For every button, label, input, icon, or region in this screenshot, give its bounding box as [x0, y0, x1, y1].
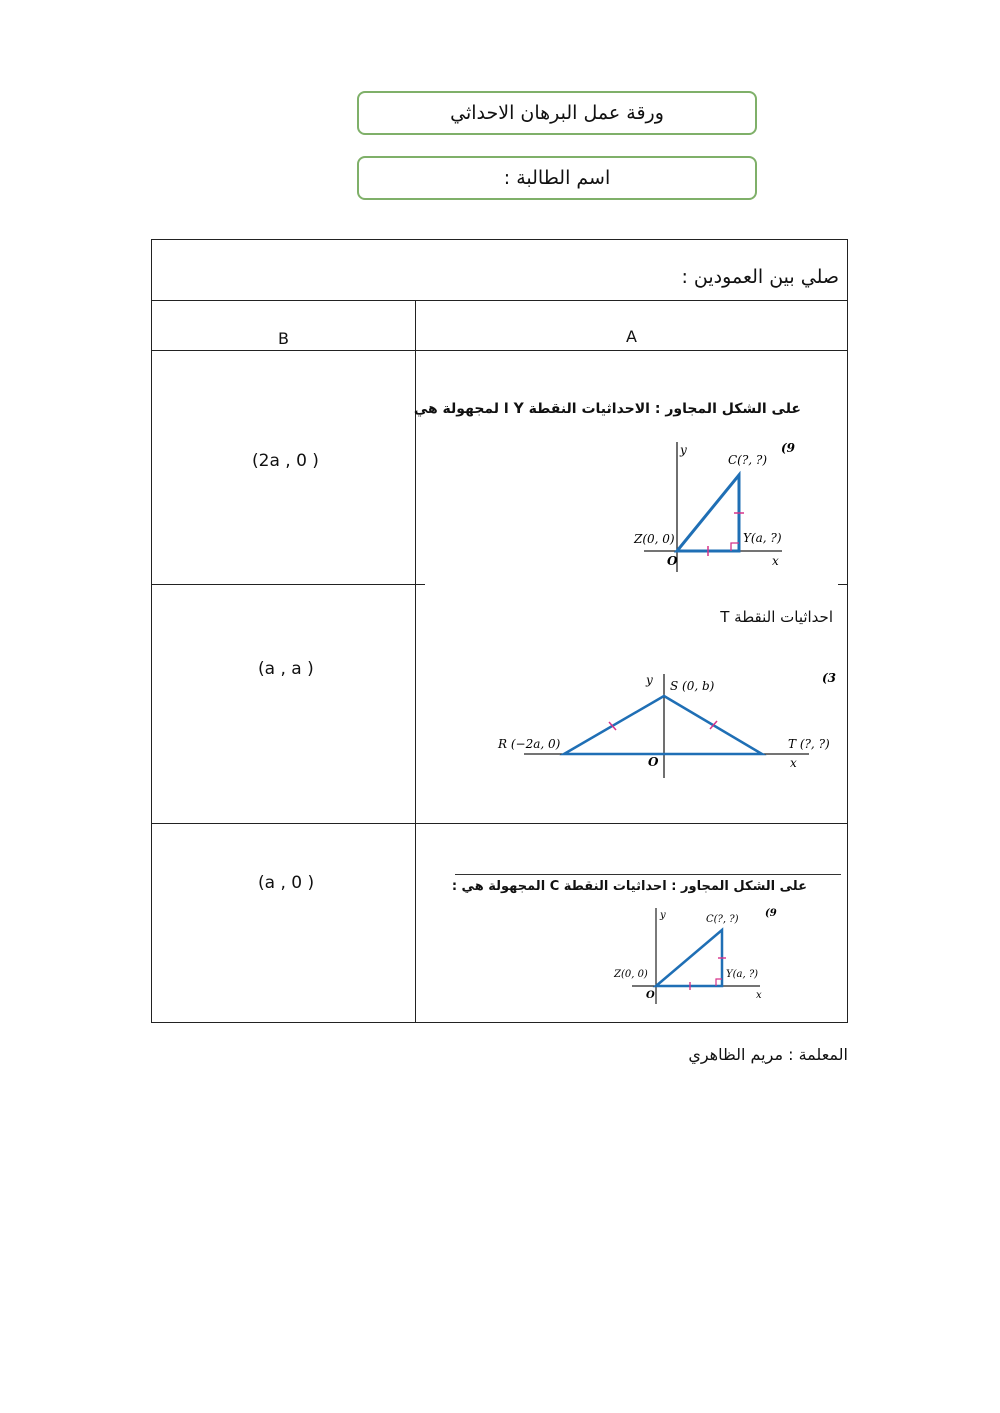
point-r-label: R (−2a, 0): [498, 737, 561, 751]
y-axis-label: y: [660, 910, 666, 921]
table-divider: [152, 350, 847, 351]
point-c-label: C(?, ?): [706, 914, 739, 925]
point-t-label: T (?, ?): [788, 737, 830, 751]
point-y-label: Y(a, ?): [743, 531, 782, 545]
table-divider: [152, 823, 847, 824]
point-z-label: Z(0, 0): [614, 969, 648, 980]
origin-label: O: [667, 554, 678, 568]
student-name-label: اسم الطالبة :: [503, 167, 611, 189]
x-axis-label: x: [790, 756, 797, 770]
student-name-box[interactable]: [357, 156, 757, 200]
point-z-label: Z(0, 0): [634, 532, 675, 546]
b-option-2[interactable]: (a , a ): [258, 659, 314, 679]
figure-top-rule: [455, 874, 841, 875]
worksheet-title-box: [357, 91, 757, 135]
table-divider: [838, 584, 847, 585]
point-s-label: S (0, b): [670, 679, 715, 693]
point-c-label: C(?, ?): [728, 453, 768, 467]
worksheet-title: ورقة عمل البرهان الاحداثي: [450, 102, 664, 124]
a-question-3[interactable]: على الشكل المجاور : احداثيات النقطة C المجهولة هي :: [451, 879, 807, 894]
column-b-header: B: [278, 329, 289, 348]
column-a-header: A: [626, 327, 637, 346]
figure-number: (9: [781, 441, 796, 455]
table-divider: [152, 584, 425, 585]
a-question-2[interactable]: احداثيات النقطة T: [720, 608, 833, 626]
y-axis-label: y: [646, 673, 653, 687]
a-question-1[interactable]: على الشكل المجاور : الاحداثيات النقطة Y ا لمجهولة هي: [413, 401, 801, 417]
figure-1: [622, 438, 812, 574]
x-axis-label: x: [756, 990, 762, 1001]
teacher-name: المعلمة : مريم الظاهري: [688, 1045, 848, 1064]
x-axis-label: x: [772, 554, 779, 568]
point-y-label: Y(a, ?): [726, 969, 759, 980]
figure-number: (9: [765, 908, 777, 919]
triangle: [677, 475, 739, 551]
b-option-1[interactable]: (2a , 0 ): [252, 451, 319, 471]
y-axis-label: y: [680, 443, 687, 457]
figure-2: [494, 670, 844, 782]
triangle: [564, 696, 762, 754]
figure-3: [610, 904, 780, 1008]
triangle: [656, 930, 722, 986]
instruction-text: صلي بين العمودين :: [681, 266, 839, 288]
origin-label: O: [648, 755, 659, 769]
b-option-3[interactable]: (a , 0 ): [258, 873, 315, 893]
matching-table: [151, 239, 848, 1023]
table-divider: [152, 300, 847, 301]
origin-label: O: [646, 990, 655, 1001]
figure-number: (3: [822, 671, 837, 685]
